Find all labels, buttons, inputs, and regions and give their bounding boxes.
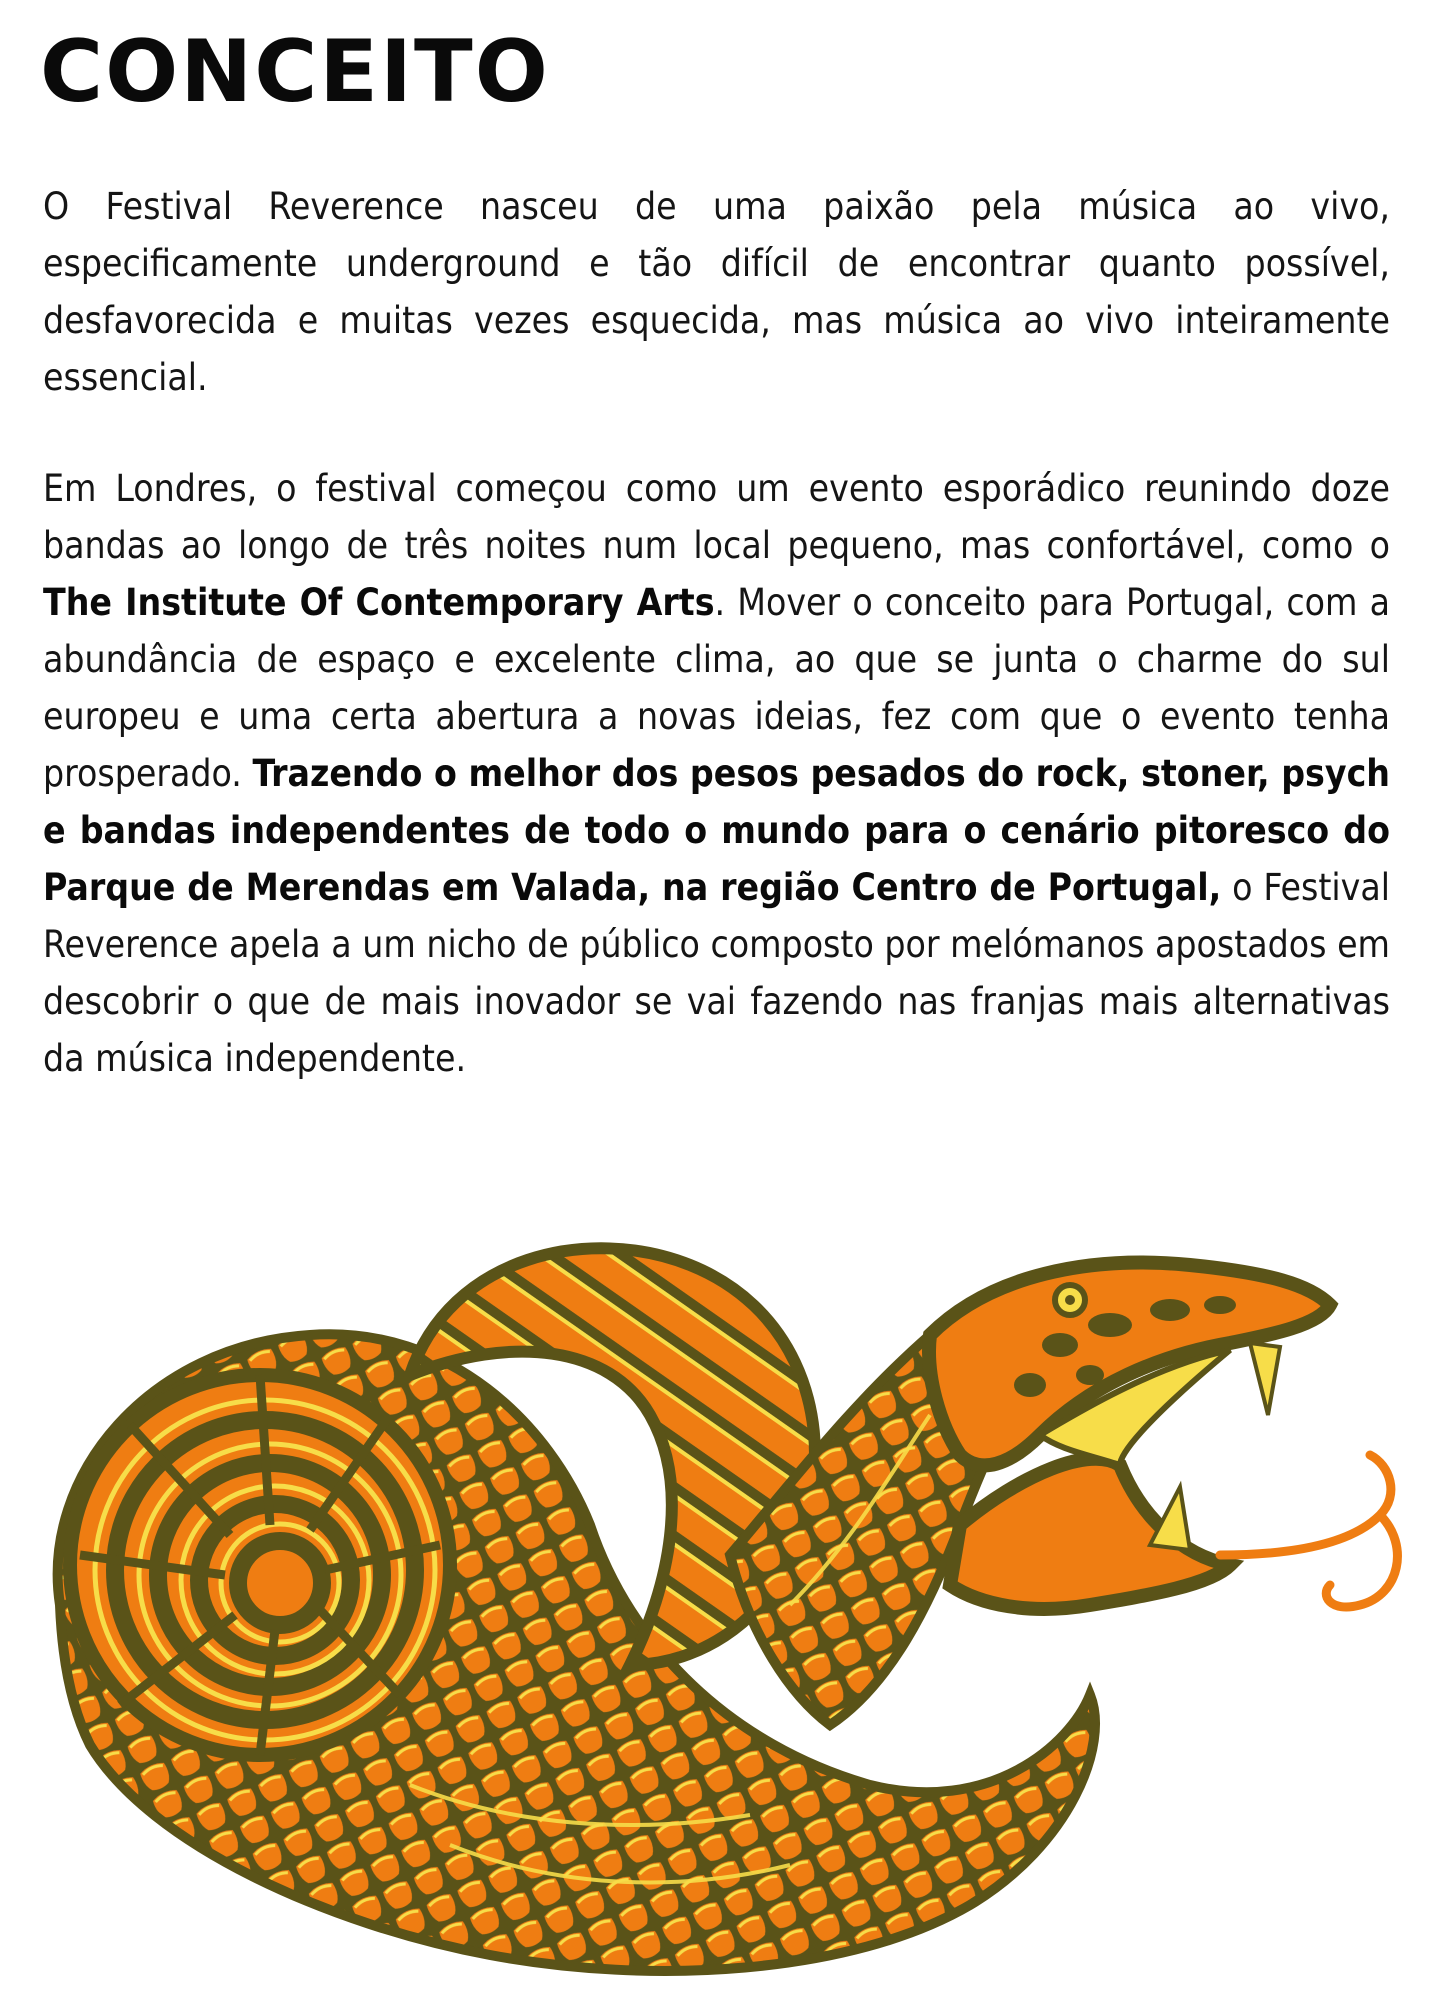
- snake-tongue: [1220, 1455, 1397, 1607]
- intro-paragraph: O Festival Reverence nasceu de uma paixão pela música ao vivo, especificamente underground e tão difícil de encontrar quanto possível, desfavorecida e muitas vezes esquecida, mas música ao vivo inteiramente essencial.: [43, 185, 1390, 399]
- page-title: CONCEITO: [40, 22, 550, 122]
- coil-spiral: [70, 1375, 450, 1755]
- festival-highlight: Trazendo o melhor dos pesos pesados do rock, stoner, psych e bandas independentes de todo o mundo para o cenário pitoresco do Parque de Merendas em Valada, na região Centro de Portugal,: [43, 752, 1391, 909]
- history-text-part1: Em Londres, o festival começou como um evento esporádico reunindo doze bandas ao longo de três noites num local pequeno, mas confortável, como o: [43, 467, 1390, 567]
- history-text-part3: o Festival Reverence apela a um nicho de público composto por melómanos apostados em descobrir o que de mais inovador se vai fazendo nas franjas mais alternativas da música independente.: [43, 866, 1391, 1080]
- history-paragraph: [43, 460, 1390, 1087]
- venue-name: The Institute Of Contemporary Arts: [43, 581, 715, 624]
- snake-icon: [30, 1225, 1420, 1985]
- history-text-part2: . Mover o conceito para Portugal, com a abundância de espaço e excelente clima, ao que se junta o charme do sul europeu e uma certa abertura a novas ideias, fez com que o evento tenha prosperado.: [43, 581, 1390, 795]
- snake-illustration: [30, 1225, 1420, 1985]
